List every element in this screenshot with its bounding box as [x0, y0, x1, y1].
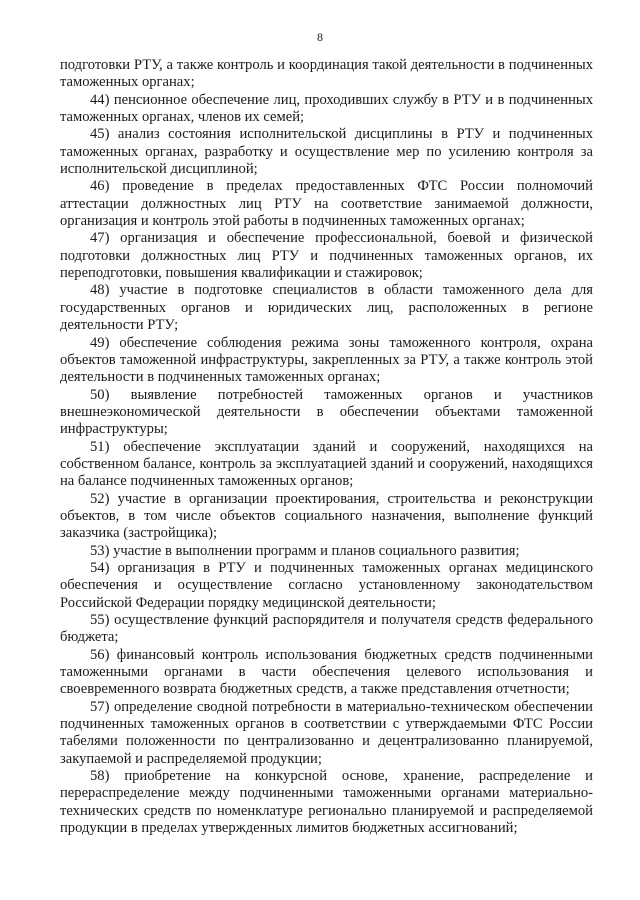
paragraph-item-55: 55) осуществление функций распорядителя и получателя средств федерального бюджета; — [60, 612, 593, 646]
paragraph-item-58: 58) приобретение на конкурсной основе, хранение, распределение и перераспределение между подчиненными таможенными органами материально-технических средств по номенклатуре регионально планируемой и распределяемой продукции в пределах утвержденных лимитов бюджетных ассигнований; — [60, 768, 593, 837]
paragraph-item-54: 54) организация в РТУ и подчиненных таможенных органах медицинского обеспечения и осуществление согласно установленному законодательством Российской Федерации порядку медицинской деятельности; — [60, 559, 593, 611]
paragraph-item-53: 53) участие в выполнении программ и планов социального развития; — [90, 542, 520, 559]
paragraph-item-48: 48) участие в подготовке специалистов в области таможенного дела для государственных органов и юридических лиц, расположенных в регионе деятельности РТУ; — [60, 282, 593, 334]
paragraph-item-46: 46) проведение в пределах предоставленных ФТС России полномочий аттестации должностных лиц РТУ на соответствие занимаемой должности, организация и контроль этой работы в подчиненных таможенных органах; — [60, 178, 593, 230]
paragraph-item-49: 49) обеспечение соблюдения режима зоны таможенного контроля, охрана объектов таможенной инфраструктуры, закрепленных за РТУ, а также контроль этой деятельности в подчиненных таможенных органах; — [60, 334, 593, 386]
document-body — [60, 57, 593, 837]
paragraph-item-44: 44) пенсионное обеспечение лиц, проходивших службу в РТУ и в подчиненных таможенных органах, членов их семей; — [60, 91, 593, 126]
paragraph-item-51: 51) обеспечение эксплуатации зданий и сооружений, находящихся на собственном балансе, контроль за эксплуатацией зданий и сооружений, находящихся на балансе подчиненных таможенных органов; — [60, 438, 593, 490]
paragraph-continuation: подготовки РТУ, а также контроль и координация такой деятельности в подчиненных таможенных органах; — [60, 57, 593, 91]
paragraph-item-52: 52) участие в организации проектирования, строительства и реконструкции объектов, в том числе объектов социального назначения, выполнение функций заказчика (застройщика); — [60, 490, 593, 542]
paragraph-item-57: 57) определение сводной потребности в материально-техническом обеспечении подчиненных таможенных органов в соответствии с утверждаемыми ФТС России табелями положенности по централизованно и децентрализованно планируемой, закупаемой и распределяемой продукции; — [60, 698, 593, 767]
page-number: 8 — [317, 30, 323, 44]
paragraph-item-47: 47) организация и обеспечение профессиональной, боевой и физической подготовки должностных лиц РТУ и подчиненных таможенных органов, их переподготовки, повышения квалификации и стажировок; — [60, 230, 593, 282]
paragraph-item-56: 56) финансовый контроль использования бюджетных средств подчиненными таможенными органами в части обеспечения целевого использования и своевременного возврата бюджетных средств, а также представления отчетности; — [60, 646, 593, 698]
paragraph-item-45: 45) анализ состояния исполнительской дисциплины в РТУ и подчиненных таможенных органах, разработку и осуществление мер по усилению контроля за исполнительской дисциплиной; — [60, 126, 593, 178]
paragraph-item-50: 50) выявление потребностей таможенных органов и участников внешнеэкономической деятельности в обеспечении объектами таможенной инфраструктуры; — [60, 386, 593, 438]
